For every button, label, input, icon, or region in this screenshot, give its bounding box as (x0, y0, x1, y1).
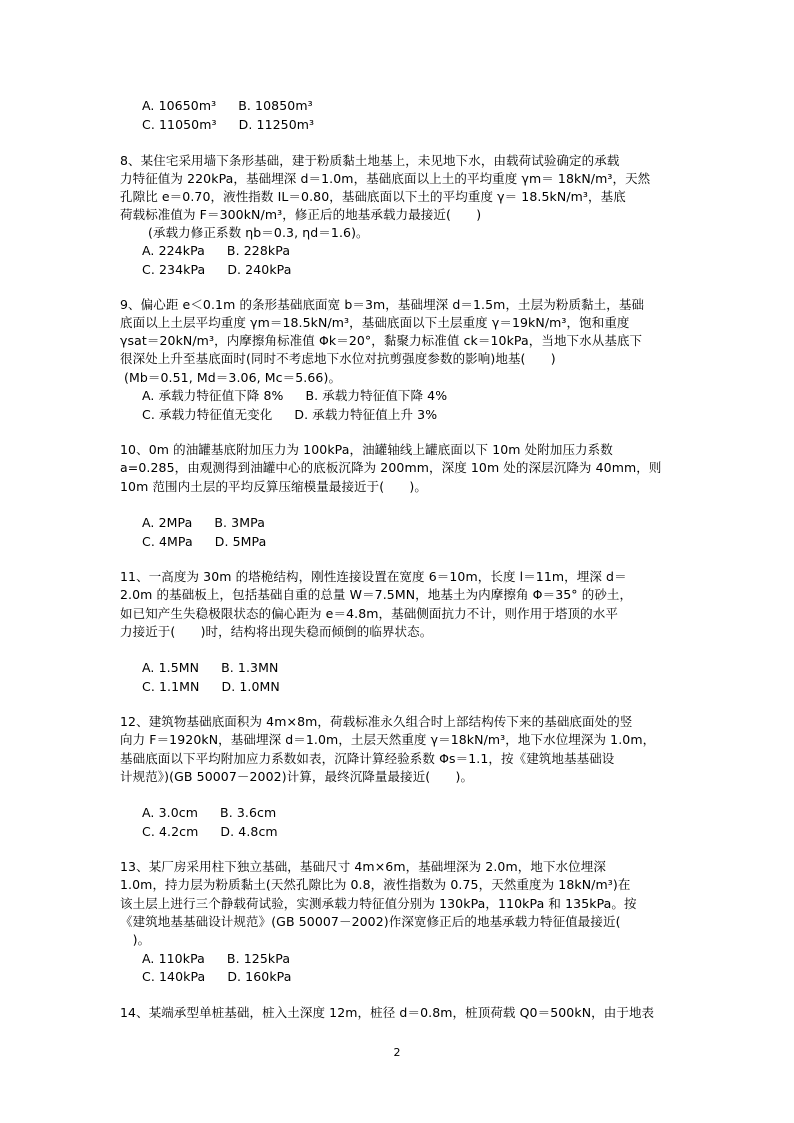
q12-option-d: D. 4.8cm (220, 824, 278, 839)
q12-option-a: A. 3.0cm (142, 805, 199, 820)
q11-text-line-4: 力接近于( )时，结构将出现失稳而倾倒的临界状态。 (120, 624, 433, 639)
q10-option-b: B. 3MPa (214, 515, 265, 530)
q9-condition: (Mb＝0.51, Md＝3.06, Mc＝5.66)。 (124, 370, 342, 385)
q10-option-a: A. 2MPa (142, 515, 193, 530)
q7-option-a: A. 10650m³ (142, 98, 217, 113)
q13-option-b: B. 125kPa (226, 951, 291, 966)
q8-options-row-2 (142, 261, 292, 279)
q9-option-b: B. 承载力特征值下降 4% (305, 388, 448, 403)
q10-text-line-1: 10、0m 的油罐基底附加压力为 100kPa，油罐轴线上罐底面以下 10m 处附加压力系数 (120, 442, 613, 457)
q8-text-line-3: 孔隙比 e＝0.70，液性指数 IL＝0.80，基础底面以下土的平均重度 γ＝ 18.5kN/m³，基底 (120, 189, 626, 204)
q7-options-row-2 (142, 116, 314, 134)
q9-option-a: A. 承载力特征值下降 8% (142, 388, 284, 403)
q13-options-row-1 (142, 950, 290, 968)
q9-text-line-1: 9、偏心距 e＜0.1m 的条形基础底面宽 b＝3m，基础埋深 d＝1.5m，土层为粉质黏土，基础 (120, 297, 645, 312)
q8-option-a: A. 224kPa (142, 243, 205, 258)
q11-text-line-2: 2.0m 的基础板上，包括基础自重的总量 W＝7.5MN，地基土为内摩擦角 Φ＝35° 的砂土， (120, 587, 633, 602)
q9-text-line-3: γsat＝20kN/m³，内摩擦角标准值 Φk＝20°，黏聚力标准值 ck＝10kPa，当地下水从基底下 (120, 333, 643, 348)
q13-option-c: C. 140kPa (142, 969, 206, 984)
q11-options-row-2 (142, 678, 280, 696)
q7-options-row-1 (142, 97, 313, 115)
q9-options-row-2 (142, 406, 437, 424)
q11-option-b: B. 1.3MN (221, 660, 279, 675)
q12-options-row-2 (142, 823, 278, 841)
q7-option-b: B. 10850m³ (238, 98, 313, 113)
q11-option-d: D. 1.0MN (221, 679, 280, 694)
q10-options-row-2 (142, 533, 266, 551)
q12-option-b: B. 3.6cm (220, 805, 277, 820)
page-number: 2 (393, 1046, 401, 1059)
q12-option-c: C. 4.2cm (142, 824, 199, 839)
q12-text-line-2: 向力 F＝1920kN，基础埋深 d＝1.0m，土层天然重度 γ＝18kN/m³，地下水位埋深为 1.0m， (120, 732, 656, 747)
q13-option-a: A. 110kPa (142, 951, 205, 966)
q10-option-d: D. 5MPa (214, 534, 267, 549)
q9-text-line-4: 很深处上升至基底面时(同时不考虑地下水位对抗剪强度参数的影响)地基( ) (120, 351, 556, 366)
q8-text-line-1: 8、某住宅采用墙下条形基础，建于粉质黏土地基上，未见地下水，由载荷试验确定的承载 (120, 153, 620, 168)
q8-options-row-1 (142, 242, 290, 260)
q11-text-line-3: 如已知产生失稳极限状态的偏心距为 e＝4.8m，基础侧面抗力不计，则作用于塔顶的水平 (120, 606, 618, 621)
q7-option-d: D. 11250m³ (238, 117, 315, 132)
q10-text-line-3: 10m 范围内土层的平均反算压缩模量最接近于( )。 (120, 479, 428, 494)
q7-option-c: C. 11050m³ (142, 117, 217, 132)
q8-option-d: D. 240kPa (227, 262, 292, 277)
q13-options-row-2 (142, 968, 292, 986)
q13-option-d: D. 160kPa (227, 969, 292, 984)
q13-text-line-4: 《建筑地基基础设计规范》(GB 50007－2002)作深宽修正后的地基承载力特征值最接近( (120, 914, 621, 929)
q12-text-line-4: 计规范》)(GB 50007－2002)计算，最终沉降量最接近( )。 (120, 769, 474, 784)
q11-options-row-1 (142, 659, 278, 677)
q14-text-line-1: 14、某端承型单桩基础，桩入土深度 12m，桩径 d＝0.8m，桩顶荷载 Q0＝500kN，由于地表 (120, 1005, 655, 1020)
q8-option-c: C. 234kPa (142, 262, 206, 277)
q9-option-d: D. 承载力特征值上升 3% (294, 407, 438, 422)
q13-text-line-3: 该土层上进行三个静载荷试验，实测承载力特征值分别为 130kPa，110kPa 和 135kPa。按 (120, 896, 637, 911)
q12-text-line-1: 12、建筑物基础底面积为 4m×8m，荷载标准永久组合时上部结构传下来的基础底面处的竖 (120, 714, 633, 729)
q13-text-line-1: 13、某厂房采用柱下独立基础，基础尺寸 4m×6m，基础埋深为 2.0m，地下水位埋深 (120, 859, 606, 874)
q13-text-line-5: )。 (120, 932, 151, 947)
q9-text-line-2: 底面以上土层平均重度 γm＝18.5kN/m³，基础底面以下土层重度 γ＝19kN/m³，饱和重度 (120, 315, 630, 330)
q8-option-b: B. 228kPa (226, 243, 291, 258)
q10-options-row-1 (142, 514, 265, 532)
q8-text-line-2: 力特征值为 220kPa，基础埋深 d＝1.0m，基础底面以上土的平均重度 γm＝ 18kN/m³，天然 (120, 171, 651, 186)
q11-option-a: A. 1.5MN (142, 660, 200, 675)
q12-options-row-1 (142, 804, 276, 822)
q9-option-c: C. 承载力特征值无变化 (142, 407, 273, 422)
q8-condition: (承载力修正系数 ηb＝0.3, ηd＝1.6)。 (148, 225, 369, 240)
q9-options-row-1 (142, 387, 447, 405)
q11-text-line-1: 11、一高度为 30m 的塔桅结构，刚性连接设置在宽度 6＝10m，长度 l＝11m，埋深 d＝ (120, 569, 627, 584)
q13-text-line-2: 1.0m，持力层为粉质黏土(天然孔隙比为 0.8，液性指数为 0.75，天然重度为 18kN/m³)在 (120, 877, 631, 892)
q12-text-line-3: 基础底面以下平均附加应力系数如表，沉降计算经验系数 Φs＝1.1，按《建筑地基基础设 (120, 751, 615, 766)
q8-text-line-4: 荷载标准值为 F＝300kN/m³，修正后的地基承载力最接近( ) (120, 207, 482, 222)
q10-text-line-2: a=0.285，由观测得到油罐中心的底板沉降为 200mm，深度 10m 处的深层沉降为 40mm，则 (120, 460, 662, 475)
q10-option-c: C. 4MPa (142, 534, 193, 549)
q11-option-c: C. 1.1MN (142, 679, 200, 694)
